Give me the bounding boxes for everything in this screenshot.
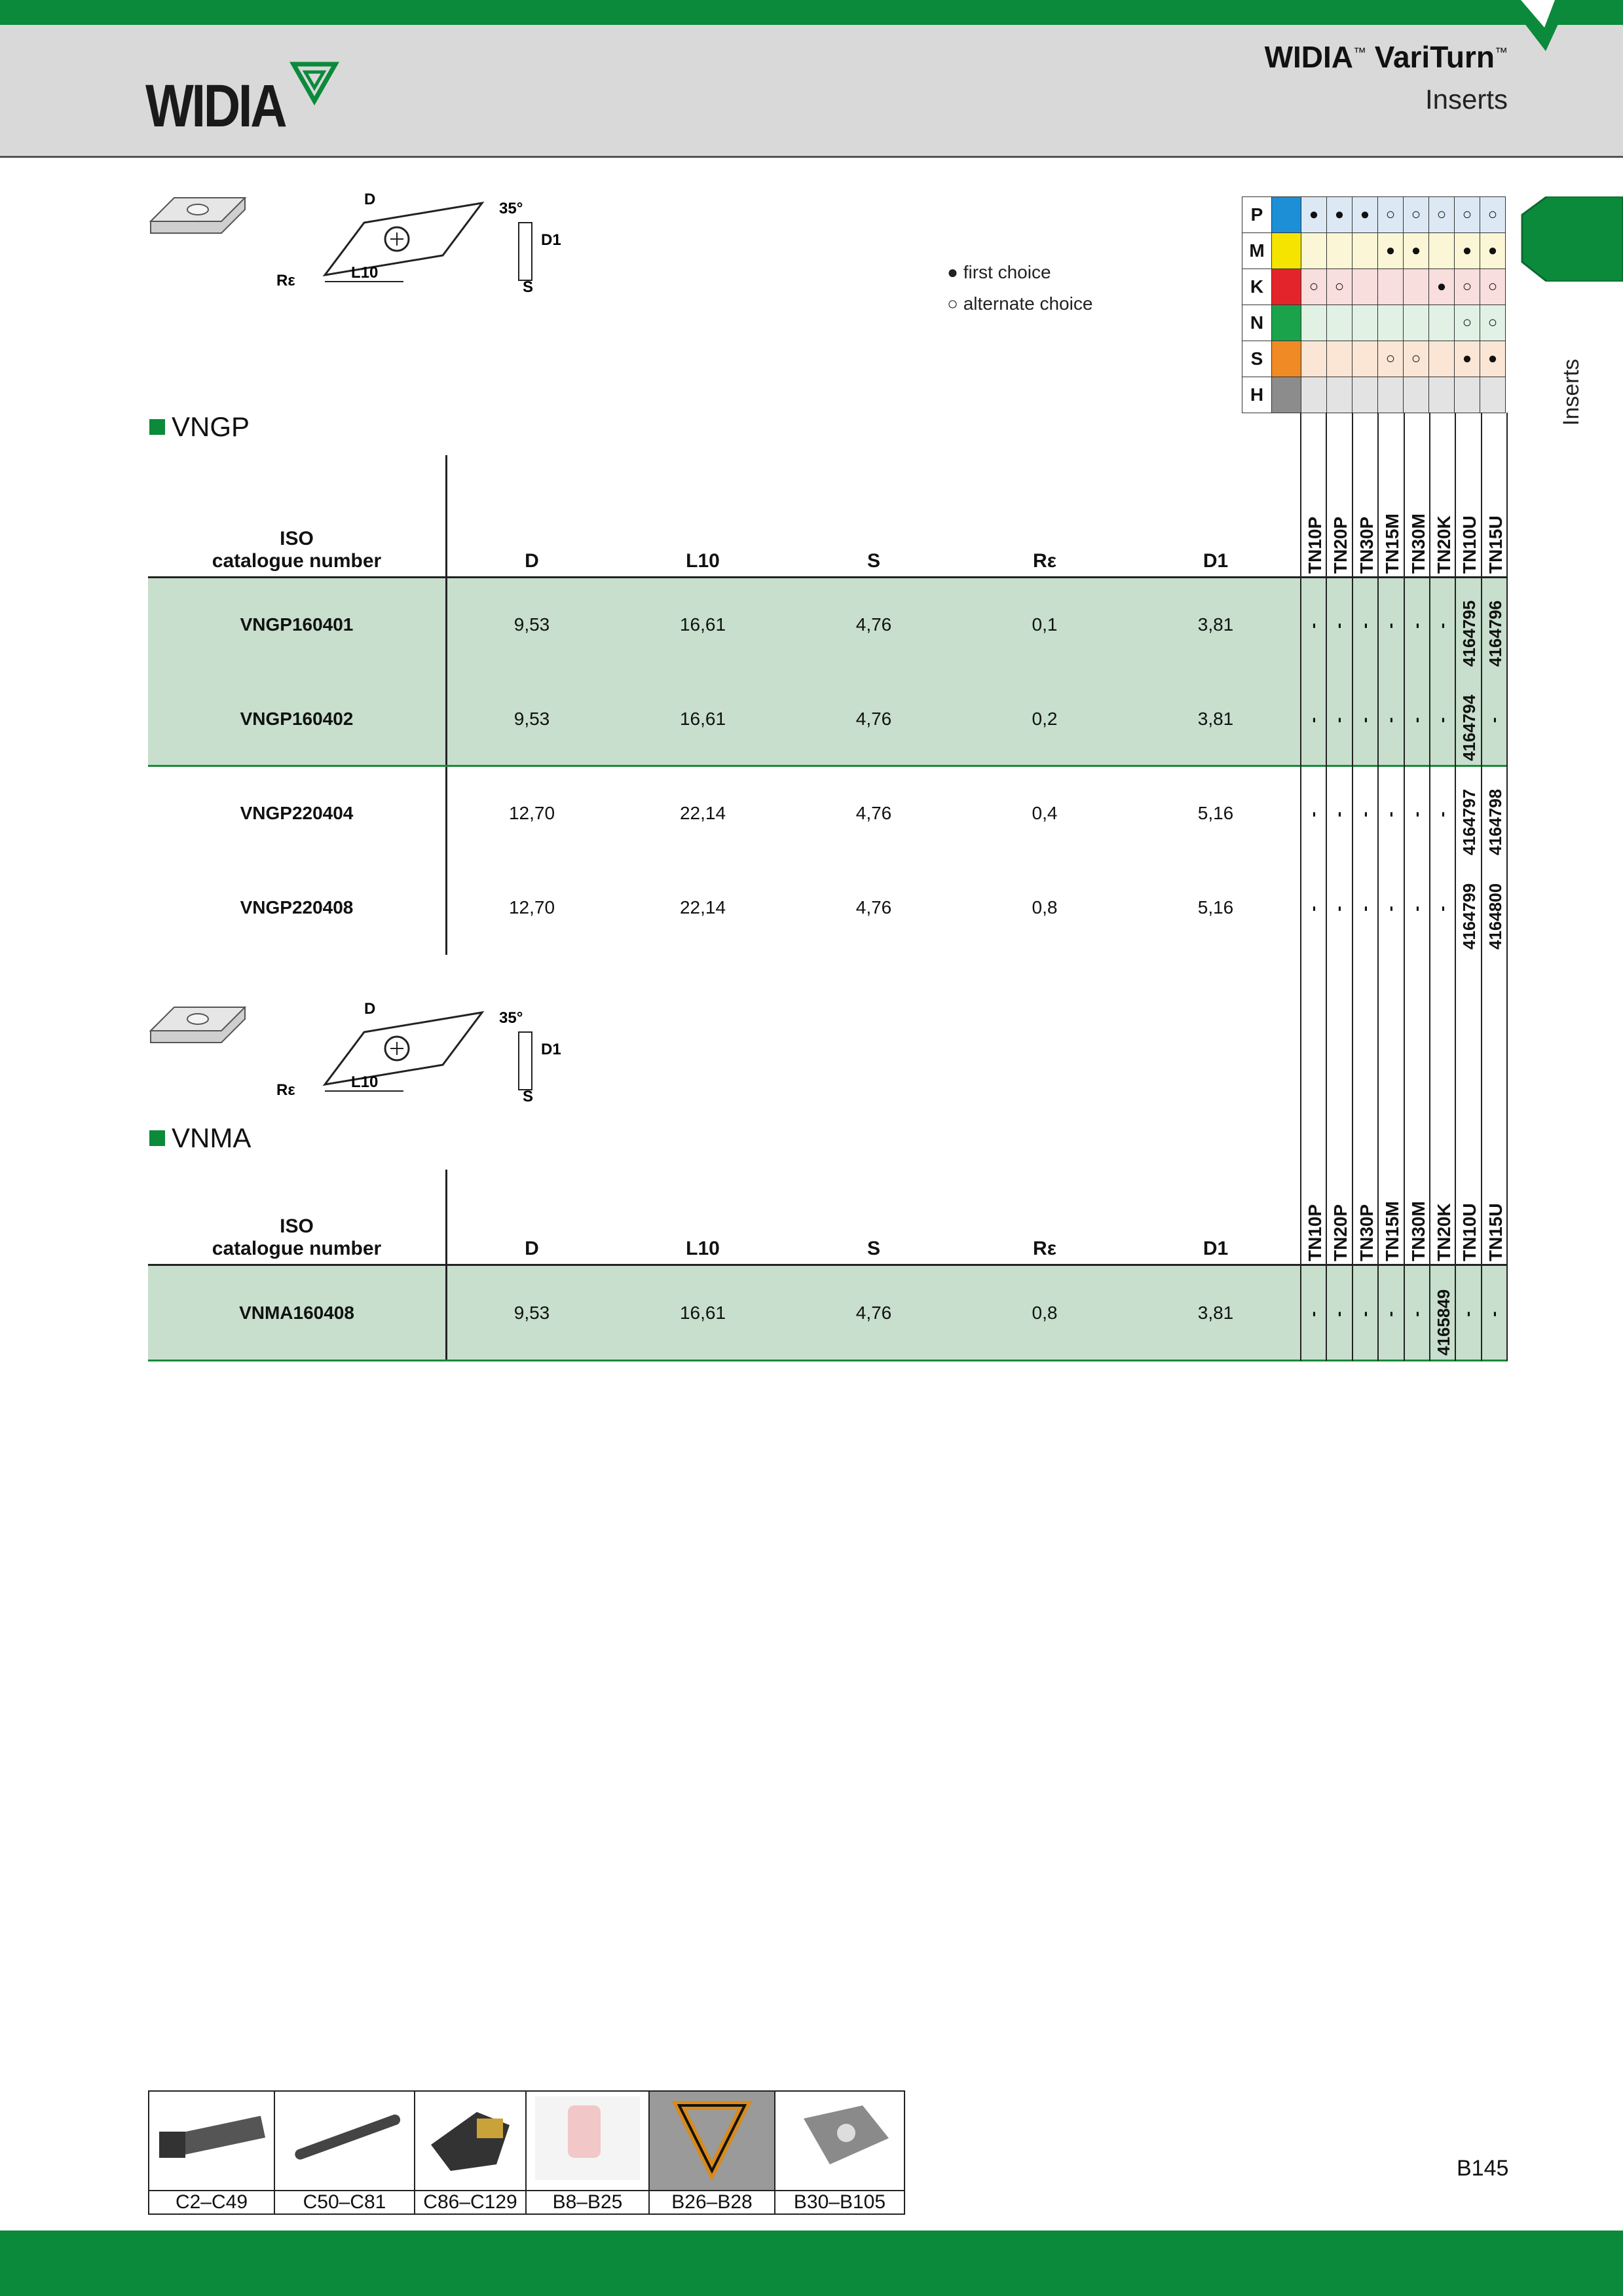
material-grade-mark: [1429, 377, 1455, 413]
material-label: K: [1242, 269, 1272, 305]
corner-chevron-icon: [1506, 0, 1572, 52]
column-header-d1: D1: [1203, 550, 1229, 572]
grade-order-number[interactable]: 4164794: [1459, 694, 1480, 761]
grade-column-line: [1429, 413, 1430, 1361]
grade-dash: -: [1354, 1311, 1374, 1317]
material-color-swatch: [1272, 305, 1301, 341]
material-grade-mark: [1480, 377, 1506, 413]
value-s: 4,76: [855, 803, 892, 823]
grade-header-tn20p: TN20P: [1330, 1204, 1351, 1261]
legend-alternate-choice: ○ alternate choice: [947, 293, 1093, 314]
material-grade-mark: ○: [1455, 305, 1480, 341]
material-color-swatch: [1272, 377, 1301, 413]
thumb-label[interactable]: C50–C81: [274, 2191, 415, 2214]
grade-header-tn30p: TN30P: [1356, 1204, 1377, 1261]
value-d: 12,70: [508, 897, 555, 917]
grade-dash: -: [1431, 906, 1451, 912]
grade-dash: -: [1302, 811, 1322, 817]
side-tab-label: Inserts: [1559, 358, 1584, 426]
iso-number: VNGP220408: [240, 897, 354, 917]
material-grade-mark: ●: [1480, 341, 1506, 377]
grade-header-tn20k: TN20K: [1434, 515, 1454, 574]
value-d1: 3,81: [1197, 709, 1234, 729]
grade-column-line: [1506, 413, 1508, 1361]
material-grade-mark: ○: [1480, 305, 1506, 341]
grade-order-number[interactable]: 4164795: [1459, 600, 1480, 667]
widia-logo: WIDIA: [145, 73, 286, 139]
grade-order-number[interactable]: 4164799: [1459, 883, 1480, 950]
material-grade-mark: [1301, 233, 1327, 269]
grade-header-tn15m: TN15M: [1382, 513, 1403, 574]
material-row-k: [1242, 269, 1506, 305]
material-grade-mark: ○: [1455, 197, 1480, 233]
material-label: H: [1242, 377, 1272, 413]
value-d: 9,53: [513, 1303, 550, 1323]
thumb-insert-geometry[interactable]: [649, 2091, 775, 2191]
grade-column-line: [1481, 413, 1482, 1361]
grade-column-line: [1377, 413, 1379, 1361]
value-s: 4,76: [855, 614, 892, 635]
value-l10: 16,61: [679, 614, 726, 635]
material-grade-mark: ○: [1404, 197, 1429, 233]
column-header-l10: L10: [686, 1238, 720, 1259]
grade-header-tn20k: TN20K: [1434, 1203, 1454, 1261]
grade-dash: -: [1354, 717, 1374, 723]
material-label: N: [1242, 305, 1272, 341]
material-grade-mark: [1301, 377, 1327, 413]
material-grade-mark: [1352, 233, 1378, 269]
value-re: 0,8: [1032, 1303, 1058, 1323]
vnma-insert-drawing: [148, 999, 580, 1111]
value-d1: 3,81: [1197, 1303, 1234, 1323]
grade-column-line: [1404, 413, 1405, 1361]
material-color-swatch: [1272, 233, 1301, 269]
header-rule: [148, 1264, 1508, 1266]
material-grade-mark: [1301, 305, 1327, 341]
header-rule: [148, 576, 1508, 578]
svg-text:S: S: [523, 278, 534, 296]
grade-order-number[interactable]: 4164796: [1485, 600, 1505, 667]
material-grade-mark: [1404, 377, 1429, 413]
grade-header-tn30m: TN30M: [1408, 513, 1428, 574]
grade-dash: -: [1431, 717, 1451, 723]
material-grade-mark: [1429, 341, 1455, 377]
table-row-highlight: [148, 578, 1301, 766]
grade-dash: -: [1380, 1311, 1400, 1317]
grade-column-line: [1326, 413, 1327, 1361]
thumb-label[interactable]: C2–C49: [149, 2191, 274, 2214]
material-grade-mark: [1429, 233, 1455, 269]
grade-header-tn10p: TN10P: [1305, 516, 1325, 574]
material-grade-mark: ●: [1301, 197, 1327, 233]
value-s: 4,76: [855, 897, 892, 917]
table-bottom-rule: [148, 1360, 1508, 1361]
grade-column-line: [1352, 413, 1353, 1361]
iso-number: VNGP160402: [240, 709, 354, 729]
value-l10: 16,61: [679, 1303, 726, 1323]
value-d1: 5,16: [1197, 803, 1234, 823]
value-d: 9,53: [513, 614, 550, 635]
grade-header-tn15u: TN15U: [1485, 1203, 1506, 1261]
material-grade-mark: [1352, 341, 1378, 377]
material-label: P: [1242, 197, 1272, 233]
svg-text:D: D: [364, 191, 376, 208]
grade-header-tn10p: TN10P: [1305, 1204, 1325, 1261]
column-header-l10: L10: [686, 550, 720, 572]
grade-dash: -: [1328, 717, 1349, 723]
grade-dash: -: [1431, 623, 1451, 629]
grade-dash: -: [1302, 906, 1322, 912]
material-grade-mark: [1378, 269, 1404, 305]
material-grade-mark: [1455, 377, 1480, 413]
column-header-re: Rε: [1033, 1238, 1056, 1259]
grade-column-line: [1300, 413, 1301, 1361]
material-grade-mark: [1378, 305, 1404, 341]
iso-column-divider: [445, 455, 447, 955]
material-grade-mark: [1327, 233, 1352, 269]
material-grade-mark: [1352, 377, 1378, 413]
related-pages-strip: [148, 2090, 905, 2215]
material-grade-mark: ●: [1327, 197, 1352, 233]
material-grade-mark: [1301, 341, 1327, 377]
value-d1: 5,16: [1197, 897, 1234, 917]
insert-3d-icon: [151, 198, 245, 233]
column-header-re: Rε: [1033, 550, 1056, 572]
material-label: M: [1242, 233, 1272, 269]
grade-dash: -: [1302, 623, 1322, 629]
column-header-d1: D1: [1203, 1238, 1229, 1259]
value-s: 4,76: [855, 709, 892, 729]
grade-dash: -: [1302, 717, 1322, 723]
iso-number: VNGP220404: [240, 803, 354, 823]
value-d1: 3,81: [1197, 614, 1234, 635]
grade-header-tn30m: TN30M: [1408, 1201, 1428, 1261]
material-color-swatch: [1272, 341, 1301, 377]
material-grade-mark: ●: [1455, 233, 1480, 269]
green-square-icon: [149, 419, 165, 435]
material-grade-mark: [1352, 305, 1378, 341]
iso-header: ISO: [280, 528, 314, 549]
value-l10: 16,61: [679, 709, 726, 729]
thumb-modular-tool[interactable]: [415, 2091, 526, 2191]
grade-dash: -: [1380, 811, 1400, 817]
material-grade-mark: ●: [1480, 233, 1506, 269]
material-grade-mark: ○: [1429, 197, 1455, 233]
material-color-swatch: [1272, 269, 1301, 305]
svg-text:35°: 35°: [499, 200, 523, 217]
grade-dash: -: [1431, 811, 1451, 817]
iso-header-sub: catalogue number: [212, 550, 382, 572]
grade-order-number[interactable]: 4165849: [1434, 1289, 1453, 1356]
material-row-p: [1242, 197, 1506, 233]
material-grade-mark: ●: [1429, 269, 1455, 305]
grade-dash: -: [1380, 906, 1400, 912]
column-header-d: D: [525, 550, 539, 572]
grade-header-tn10u: TN10U: [1459, 515, 1480, 574]
iso-number: VNMA160408: [239, 1303, 354, 1323]
material-grade-mark: ○: [1455, 269, 1480, 305]
grade-header-tn15u: TN15U: [1485, 515, 1506, 574]
group-divider: [148, 765, 1508, 767]
grade-dash: -: [1483, 717, 1503, 723]
iso-number: VNGP160401: [240, 614, 354, 635]
section-title-vnma: VNMA: [149, 1122, 251, 1154]
green-square-icon: [149, 1130, 165, 1146]
grade-dash: -: [1328, 1311, 1349, 1317]
vngp-insert-drawing: [148, 190, 580, 301]
material-grade-mark: ○: [1327, 269, 1352, 305]
svg-text:D1: D1: [541, 1041, 561, 1058]
value-d: 9,53: [513, 709, 550, 729]
svg-text:D1: D1: [541, 231, 561, 249]
material-grade-mark: ○: [1378, 341, 1404, 377]
grade-dash: -: [1354, 811, 1374, 817]
material-grade-mark: ●: [1404, 233, 1429, 269]
material-grid: [1242, 196, 1506, 413]
iso-header: ISO: [280, 1215, 314, 1237]
svg-text:S: S: [523, 1088, 534, 1105]
material-grade-mark: [1352, 269, 1378, 305]
thumb-label[interactable]: B26–B28: [649, 2191, 775, 2214]
thumb-label[interactable]: B30–B105: [775, 2191, 905, 2214]
side-tab: [1521, 196, 1623, 282]
material-row-n: [1242, 305, 1506, 341]
grade-order-number[interactable]: 4164800: [1485, 883, 1505, 950]
svg-text:L10: L10: [351, 1073, 379, 1091]
grade-header-tn15m: TN15M: [1382, 1201, 1403, 1261]
material-grade-mark: ○: [1404, 341, 1429, 377]
insert-3d-icon: [151, 1007, 245, 1043]
grade-order-number[interactable]: 4164797: [1459, 788, 1480, 855]
section-title-vngp: VNGP: [149, 411, 250, 443]
widia-logo-mark-icon: [289, 60, 342, 106]
material-grade-mark: ○: [1480, 269, 1506, 305]
grade-dash: -: [1380, 717, 1400, 723]
material-grade-mark: ○: [1480, 197, 1506, 233]
grade-dash: -: [1328, 906, 1349, 912]
material-grade-mark: [1404, 305, 1429, 341]
iso-column-divider: [445, 1170, 447, 1361]
thumb-insert[interactable]: [775, 2091, 905, 2191]
material-grade-mark: ●: [1455, 341, 1480, 377]
grade-dash: -: [1406, 623, 1426, 629]
value-re: 0,1: [1032, 614, 1058, 635]
thumb-toolholder[interactable]: [149, 2091, 274, 2191]
material-grade-mark: [1327, 377, 1352, 413]
grade-dash: -: [1354, 623, 1374, 629]
value-re: 0,8: [1032, 897, 1058, 917]
thumb-label[interactable]: C86–C129: [415, 2191, 526, 2214]
material-grade-mark: [1404, 269, 1429, 305]
thumb-label[interactable]: B8–B25: [526, 2191, 649, 2214]
material-grade-mark: [1327, 305, 1352, 341]
material-grade-mark: ○: [1378, 197, 1404, 233]
material-grade-mark: ●: [1378, 233, 1404, 269]
thumb-chart[interactable]: [526, 2091, 649, 2191]
grade-dash: -: [1380, 623, 1400, 629]
svg-text:35°: 35°: [499, 1009, 523, 1027]
grade-dash: -: [1328, 623, 1349, 629]
legend-first-choice: ● first choice: [947, 262, 1051, 282]
material-label: S: [1242, 341, 1272, 377]
value-d: 12,70: [508, 803, 555, 823]
column-header-s: S: [867, 1238, 880, 1259]
value-re: 0,4: [1032, 803, 1058, 823]
svg-text:Rε: Rε: [276, 1081, 295, 1099]
material-grade-mark: [1327, 341, 1352, 377]
grade-header-tn20p: TN20P: [1330, 516, 1351, 574]
material-color-swatch: [1272, 197, 1301, 233]
svg-text:L10: L10: [351, 264, 379, 282]
grade-dash: -: [1483, 1311, 1503, 1317]
material-grade-mark: [1378, 377, 1404, 413]
grade-dash: -: [1302, 1311, 1322, 1317]
grade-dash: -: [1354, 906, 1374, 912]
iso-header-sub: catalogue number: [212, 1238, 382, 1259]
grade-order-number[interactable]: 4164798: [1485, 788, 1505, 855]
grade-column-line: [1455, 413, 1456, 1361]
grade-dash: -: [1406, 717, 1426, 723]
material-row-s: [1242, 341, 1506, 377]
grade-dash: -: [1406, 1311, 1426, 1317]
material-row-h: [1242, 377, 1506, 413]
grade-header-tn30p: TN30P: [1356, 516, 1377, 574]
value-re: 0,2: [1032, 709, 1058, 729]
header-subtitle: Inserts: [1425, 84, 1508, 115]
grade-dash: -: [1328, 811, 1349, 817]
grade-dash: -: [1406, 906, 1426, 912]
material-row-m: [1242, 233, 1506, 269]
brand-title: WIDIA™ VariTurn™: [1264, 40, 1508, 74]
svg-text:D: D: [364, 1000, 376, 1018]
page-number: B145: [1457, 2156, 1509, 2181]
value-l10: 22,14: [679, 803, 726, 823]
value-s: 4,76: [855, 1303, 892, 1323]
value-l10: 22,14: [679, 897, 726, 917]
grade-dash: -: [1406, 811, 1426, 817]
svg-text:Rε: Rε: [276, 272, 295, 289]
grade-dash: -: [1457, 1311, 1478, 1317]
material-grade-mark: [1429, 305, 1455, 341]
top-green-bar: [0, 0, 1623, 25]
material-grade-mark: ●: [1352, 197, 1378, 233]
thumb-boring-bar[interactable]: [274, 2091, 415, 2191]
material-grade-mark: ○: [1301, 269, 1327, 305]
grade-header-tn10u: TN10U: [1459, 1203, 1480, 1261]
bottom-green-bar: [0, 2231, 1623, 2296]
column-header-d: D: [525, 1238, 539, 1259]
column-header-s: S: [867, 550, 880, 572]
